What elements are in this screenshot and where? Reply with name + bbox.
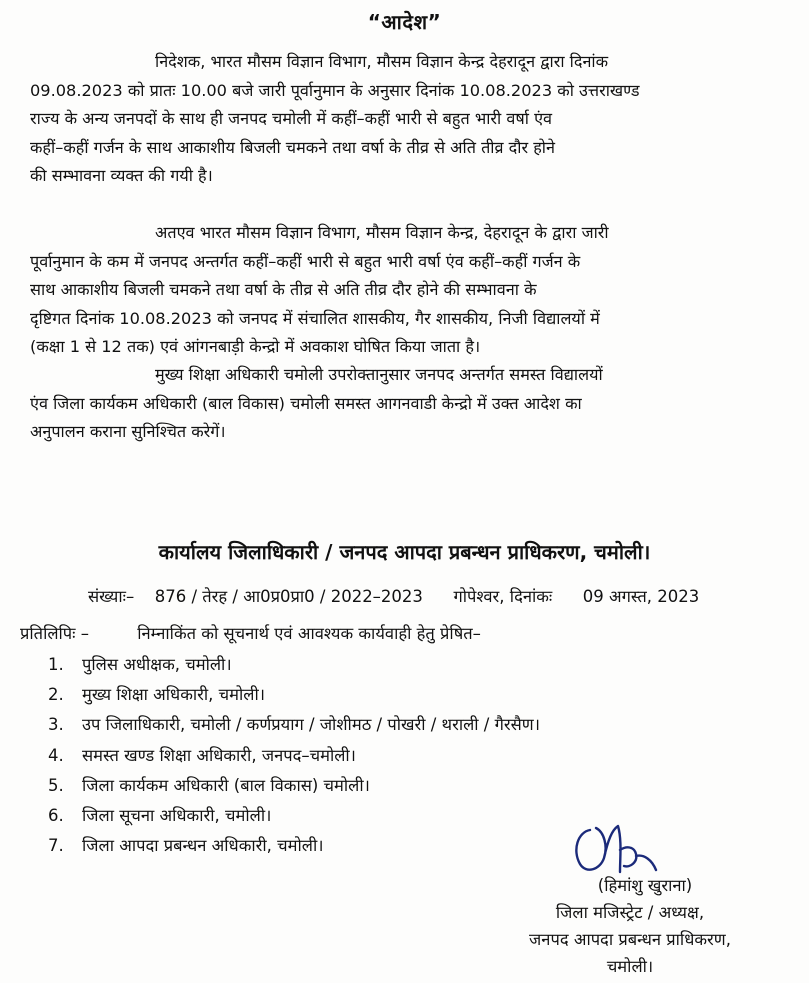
paragraph-line: अतएव भारत मौसम विज्ञान विभाग, मौसम विज्ञान केन्द्र, देहरादून के द्वारा जारी <box>155 223 609 242</box>
reference-date: 09 अगस्त, 2023 <box>582 587 700 606</box>
list-item: 3. उप जिलाधिकारी, चमोली / कर्णप्रयाग / जोशीमठ / पोखरी / थराली / गैरसैण। <box>48 715 540 735</box>
office-heading: कार्यालय जिलाधिकारी / जनपद आपदा प्रबन्धन प्राधिकरण, चमोली। <box>158 540 651 564</box>
reference-label: संख्याः– <box>88 587 135 606</box>
paragraph-line: (कक्षा 1 से 12 तक) एवं आंगनबाड़ी केन्द्रो में अवकाश घोषित किया जाता है। <box>30 337 481 357</box>
signatory-authority: जनपद आपदा प्रबन्धन प्राधिकरण, <box>529 930 731 949</box>
order-title: “आदेश” <box>367 10 442 34</box>
signatory-block <box>470 872 790 980</box>
list-item: 1. पुलिस अधीक्षक, चमोली। <box>48 655 232 674</box>
paragraph-line: साथ आकाशीय बिजली चमकने तथा वर्षा के तीव्र से अति तीव्र दौर होने की सम्भावना के <box>30 280 537 300</box>
reference-place: गोपेश्वर, दिनांकः <box>453 587 553 606</box>
paragraph-holiday-declaration <box>30 219 780 362</box>
list-item: 5. जिला कार्यकम अधिकारी (बाल विकास) चमोली। <box>48 775 370 795</box>
recipient-list <box>48 650 540 861</box>
list-item: 7. जिला आपदा प्रबन्धन अधिकारी, चमोली। <box>48 836 324 856</box>
paragraph-line: अनुपालन कराना सुनिश्चित करेगें। <box>30 422 226 442</box>
reference-number: 876 / तेरह / आ0प्र0प्रा0 / 2022–2023 <box>154 587 423 606</box>
copy-to-label: प्रतिलिपिः – <box>20 624 90 643</box>
paragraph-forecast <box>30 48 780 191</box>
copy-to-line <box>20 621 780 644</box>
paragraph-line: कहीं–कहीं गर्जन के साथ आकाशीय बिजली चमकने तथा वर्षा के तीव्र से अति तीव्र दौर होने <box>30 137 555 157</box>
copy-to-text: निम्नाकिंत को सूचनार्थ एवं आवश्यक कार्यवाही हेतु प्रेषित– <box>137 624 481 643</box>
paragraph-line: की सम्भावना व्यक्त की गयी है। <box>30 166 213 186</box>
paragraph-line: 09.08.2023 को प्रातः 10.00 बजे जारी पूर्वानुमान के अनुसार दिनांक 10.08.2023 को उत्तराखण्ड <box>30 80 640 100</box>
paragraph-line: मुख्य शिक्षा अधिकारी चमोली उपरोक्तानुसार जनपद अन्तर्गत समस्त विद्यालयों <box>155 365 603 384</box>
paragraph-line: दृष्टिगत दिनांक 10.08.2023 को जनपद में संचालित शासकीय, गैर शासकीय, निजी विद्यालयों में <box>30 308 600 328</box>
paragraph-line: एंव जिला कार्यकम अधिकारी (बाल विकास) चमोली समस्त आगनवाडी केन्द्रो में उक्त आदेश का <box>30 393 582 413</box>
paragraph-line: निदेशक, भारत मौसम विज्ञान विभाग, मौसम विज्ञान केन्द्र देहरादून द्वारा दिनांक <box>155 52 609 71</box>
signatory-name: (हिमांशु खुराना) <box>597 876 693 895</box>
list-item: 4. समस्त खण्ड शिक्षा अधिकारी, जनपद–चमोली। <box>48 745 356 765</box>
list-item: 2. मुख्य शिक्षा अधिकारी, चमोली। <box>48 685 265 705</box>
paragraph-compliance <box>30 361 780 447</box>
signatory-designation: जिला मजिस्ट्रेट / अध्यक्ष, <box>555 903 705 922</box>
paragraph-line: राज्य के अन्य जनपदों के साथ ही जनपद चमोली में कहीं–कहीं भारी से बहुत भारी वर्षा एंव <box>30 109 553 129</box>
paragraph-line: पूर्वानुमान के कम में जनपद अन्तर्गत कहीं–कहीं भारी से बहुत भारी वर्षा एंव कहीं–कहीं गर्जन के <box>30 251 581 271</box>
reference-line <box>88 584 788 607</box>
list-item: 6. जिला सूचना अधिकारी, चमोली। <box>48 805 272 825</box>
signatory-district: चमोली। <box>606 957 654 976</box>
